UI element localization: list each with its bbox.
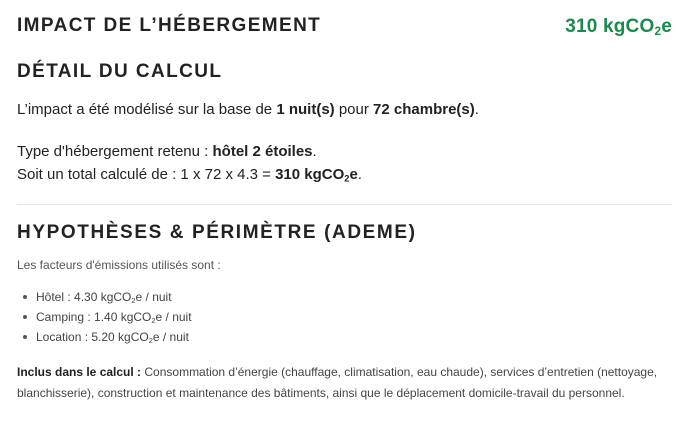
list-item: Hôtel : 4.30 kgCO$_2$e / nuit — [17, 287, 192, 307]
hotel-type: hôtel 2 étoiles — [212, 143, 313, 160]
emission-factors-list — [17, 287, 192, 347]
hypotheses-title: HYPOTHÈSES & PÉRIMÈTRE (ADEME) — [17, 222, 417, 243]
calculation-basis-text: L’impact a été modélisé sur la base de 1 nuit(s) pour 72 chambre(s). — [17, 101, 479, 118]
total-value: 310 kgCO$_2$e — [275, 166, 358, 184]
accommodation-type-text: Type d'hébergement retenu : hôtel 2 étoiles. — [17, 143, 317, 160]
factors-intro: Les facteurs d'émissions utilisés sont : — [17, 258, 221, 272]
section-divider — [17, 204, 672, 205]
impact-title: IMPACT DE L’HÉBERGEMENT — [17, 15, 322, 36]
impact-value: 310 kgCO$_2$e — [565, 16, 672, 38]
scope-description: Inclus dans le calcul : Consommation d’énergie (chauffage, climatisation, eau chaude), services d’entretien (nettoyage, blanchisserie), construction et maintenance des bâtiments, ainsi que le déplacement domicile-travail du personnel. — [17, 365, 658, 400]
total-calculation-text: Soit un total calculé de : 1 x 72 x 4.3 = 310 kgCO$_2$e. — [17, 166, 362, 184]
list-item: Camping : 1.40 kgCO$_2$e / nuit — [17, 307, 192, 327]
list-item: Location : 5.20 kgCO$_2$e / nuit — [17, 327, 192, 347]
rooms-count: 72 chambre(s) — [373, 101, 475, 118]
scope-label: Inclus dans le calcul : — [17, 365, 142, 379]
detail-title: DÉTAIL DU CALCUL — [17, 61, 223, 82]
nights-count: 1 nuit(s) — [276, 101, 335, 118]
